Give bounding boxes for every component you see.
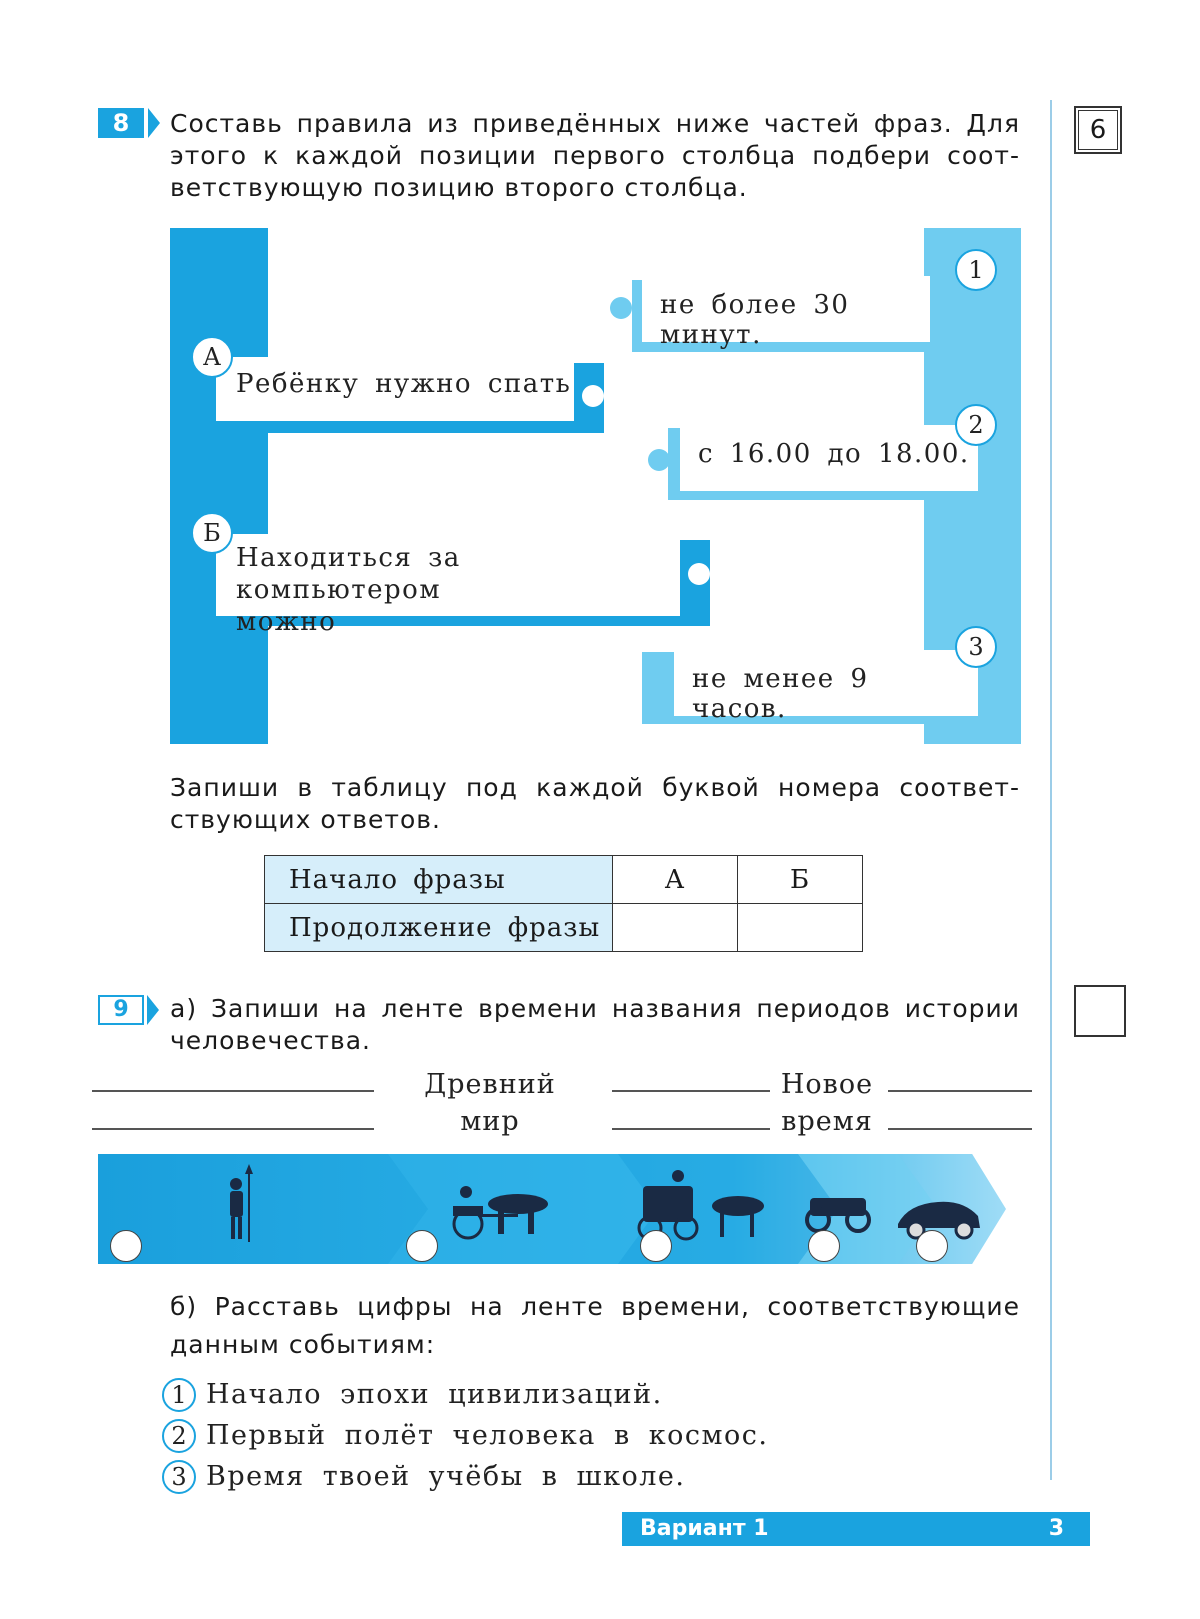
- timeline-point-5[interactable]: [916, 1230, 948, 1262]
- answer-table: [264, 855, 863, 952]
- table-row: [265, 856, 863, 904]
- period-blank-3-line1[interactable]: [888, 1090, 1032, 1092]
- event-number-2: 2: [162, 1419, 196, 1453]
- answer-card-3-text: не менее 9 часов.: [692, 664, 869, 724]
- event-text-1: Начало эпохи цивилизаций.: [206, 1379, 663, 1410]
- event-number-3: 3: [162, 1460, 196, 1494]
- phrase-card-b-text-line1: Находиться за компьютером: [236, 543, 461, 605]
- table-row: [265, 904, 863, 952]
- phrase-card-a[interactable]: [216, 357, 574, 421]
- task9-part-a-line2: человечества.: [170, 1026, 372, 1055]
- table-col-b-header: Б: [738, 856, 863, 904]
- phrase-letter-a: А: [191, 336, 233, 378]
- task-number-badge-8: 8: [98, 108, 144, 138]
- answer-card-1[interactable]: [642, 276, 930, 350]
- puzzle-socket-a: [582, 385, 604, 407]
- puzzle-left-column: [170, 228, 268, 744]
- period-blank-1-line2[interactable]: [92, 1128, 374, 1130]
- table-instruction-line1: Запиши в таблицу под каждой буквой номера соответ-: [170, 773, 1020, 802]
- task9-part-b-line1: б) Расставь цифры на ленте времени, соответствующие: [170, 1292, 1020, 1321]
- period-blank-3-line2[interactable]: [888, 1128, 1032, 1130]
- task8-instruction-line3: ветствующую позицию второго столбца.: [170, 173, 748, 202]
- timeline-point-4[interactable]: [808, 1230, 840, 1262]
- list-item: [162, 1415, 768, 1456]
- task9-part-b-line2: данным событиям:: [170, 1330, 436, 1359]
- list-item: [162, 1374, 768, 1415]
- list-item: [162, 1456, 768, 1497]
- task8-instruction-line2: этого к каждой позиции первого столбца подбери соот-: [170, 141, 1020, 170]
- period-modern-time: Новое время: [780, 1069, 874, 1137]
- table-row2-header: Продолжение фразы: [265, 904, 613, 952]
- footer-variant: Вариант 1: [640, 1516, 769, 1541]
- task8-instruction: [170, 108, 1020, 204]
- period-ancient-world: Древний мир: [424, 1069, 556, 1137]
- answer-number-3: 3: [955, 626, 997, 668]
- task-number-badge-9: 9: [98, 995, 144, 1025]
- answer-card-2[interactable]: [680, 425, 978, 491]
- table-row1-header: Начало фразы: [265, 856, 613, 904]
- timeline-point-2[interactable]: [406, 1230, 438, 1262]
- answer-number-1: 1: [955, 249, 997, 291]
- footer-page-number: 3: [1048, 1516, 1064, 1541]
- puzzle-socket-b: [688, 563, 710, 585]
- puzzle-knob-3: [642, 673, 664, 695]
- task9-part-a-line1: а) Запиши на ленте времени названия периодов истории: [170, 994, 1020, 1023]
- timeline-point-1[interactable]: [110, 1230, 142, 1262]
- event-list: [162, 1374, 768, 1497]
- task8-instruction-line1: Составь правила из приведённых ниже частей фраз. Для: [170, 109, 1020, 138]
- task9-part-a: [170, 993, 1020, 1057]
- score-box-task9[interactable]: [1074, 985, 1126, 1037]
- answer-number-2: 2: [955, 404, 997, 446]
- time-ribbon: [98, 1154, 1006, 1264]
- table-instruction: [170, 772, 1020, 836]
- score-box-task8[interactable]: [1074, 106, 1122, 154]
- timeline-point-3[interactable]: [640, 1230, 672, 1262]
- puzzle-knob-1: [610, 297, 632, 319]
- answer-card-1-text: не более 30 минут.: [660, 290, 850, 350]
- period-blank-2-line2[interactable]: [612, 1128, 770, 1130]
- period-blank-2-line1[interactable]: [612, 1090, 770, 1092]
- event-text-3: Время твоей учёбы в школе.: [206, 1461, 686, 1492]
- table-instruction-line2: ствующих ответов.: [170, 805, 441, 834]
- margin-line: [1050, 100, 1052, 1480]
- answer-cell-b[interactable]: [738, 904, 863, 952]
- phrase-card-b[interactable]: [216, 534, 680, 637]
- phrase-card-b-text-line2: можно: [236, 607, 337, 637]
- table-col-a-header: А: [613, 856, 738, 904]
- event-text-2: Первый полёт человека в космос.: [206, 1420, 769, 1451]
- event-number-1: 1: [162, 1378, 196, 1412]
- footer-bar: [622, 1512, 1090, 1546]
- answer-cell-a[interactable]: [613, 904, 738, 952]
- period-blank-1-line1[interactable]: [92, 1090, 374, 1092]
- task9-part-b: [170, 1288, 1020, 1364]
- puzzle-knob-2: [648, 449, 670, 471]
- phrase-letter-b: Б: [191, 512, 233, 554]
- answer-card-2-text: с 16.00 до 18.00.: [698, 439, 970, 469]
- phrase-card-a-text: Ребёнку нужно спать: [236, 369, 572, 399]
- score-box-value: 6: [1089, 115, 1107, 145]
- answer-card-3[interactable]: [674, 650, 978, 724]
